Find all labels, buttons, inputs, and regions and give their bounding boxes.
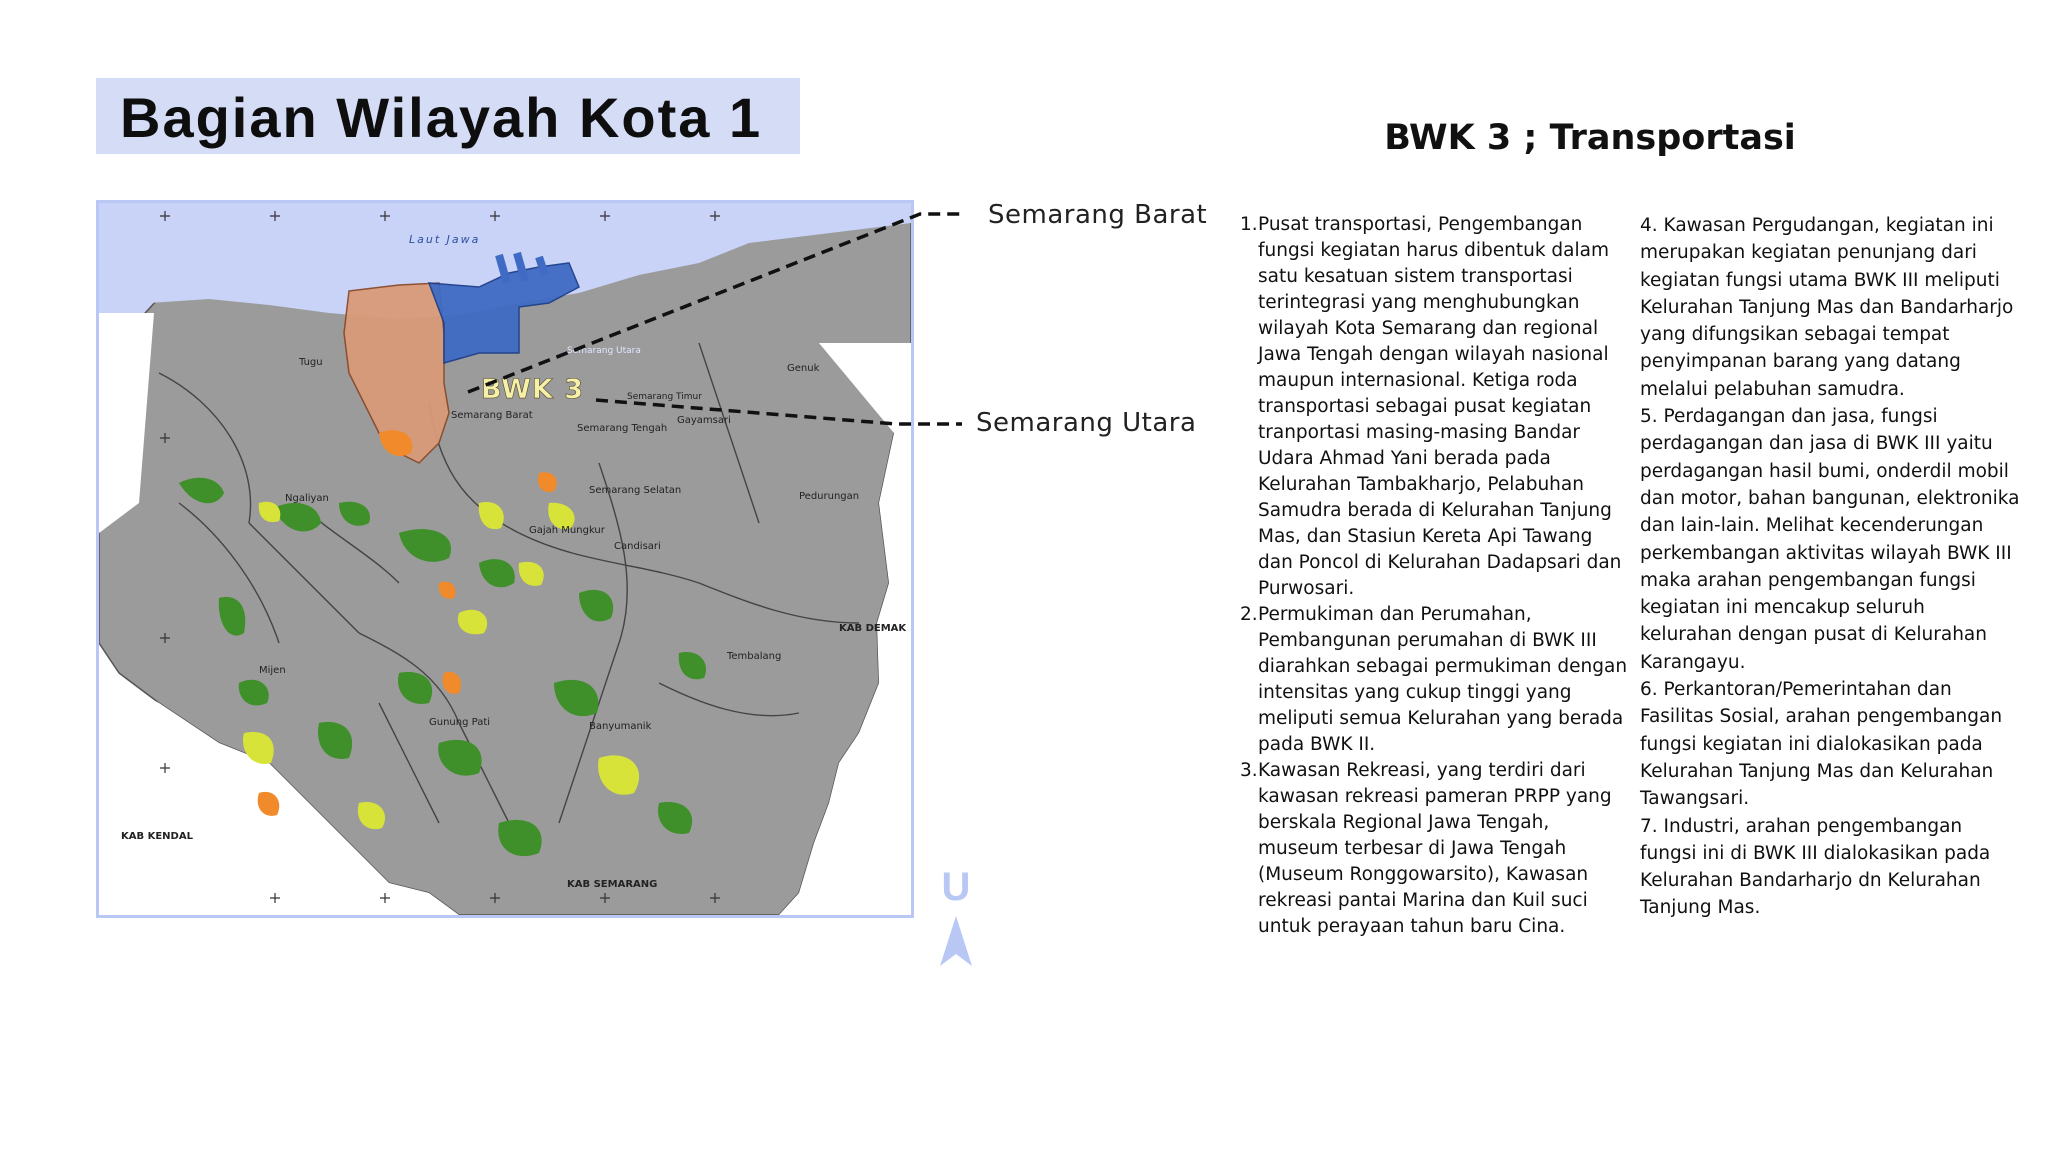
section-title: BWK 3 ; Transportasi xyxy=(1384,118,1796,158)
label-genuk: Genuk xyxy=(787,363,820,374)
label-candisari: Candisari xyxy=(614,541,661,552)
paragraph-perdagangan: 5. Perdagangan dan jasa, fungsi perdagangan dan jasa di BWK III yaitu perdagangan hasil bumi, onderdil mobil dan motor, bahan bangunan, elektronika dan lain-lain. Melihat kecenderungan perkembangan aktivitas wilayah BWK III maka arahan pengembangan fungsi kegiatan ini mencakup seluruh kelurahan dengan pusat di Kelurahan Karangayu. xyxy=(1640,406,2020,673)
label-kab-semarang: KAB SEMARANG xyxy=(567,879,658,890)
label-gayamsari: Gayamsari xyxy=(677,415,731,426)
label-gunung-pati: Gunung Pati xyxy=(429,717,491,728)
list-item xyxy=(1236,602,1628,758)
callout-semarang-barat: Semarang Barat xyxy=(988,200,1208,230)
right-text-column xyxy=(1640,212,2020,922)
label-kab-demak: KAB DEMAK xyxy=(839,623,907,634)
list-item-number: 3. xyxy=(1240,760,1258,781)
north-arrow xyxy=(934,862,978,966)
label-sea: Laut Jawa xyxy=(409,233,481,246)
list-item-text: Permukiman dan Perumahan, Pembangunan perumahan di BWK III diarahkan sebagai permukiman dengan intensitas yang cukup tinggi yang meliputi semua Kelurahan yang berada pada BWK II. xyxy=(1258,604,1628,755)
list-item-text: Pusat transportasi, Pengembangan fungsi kegiatan harus dibentuk dalam satu kesatuan sistem transportasi terintegrasi yang menghubungkan wilayah Kota Semarang dan regional Jawa Tengah dengan wilayah nasional maupun internasional. Ketiga roda transportasi sebagai pusat kegiatan tranportasi masing-masing Bandar Udara Ahmad Yani berada pada Kelurahan Tambakharjo, Pelabuhan Samudra berada di Kelurahan Tanjung Mas, dan Stasiun Kereta Api Tawang dan Poncol di Kelurahan Dadapsari dan Purwosari. xyxy=(1258,214,1622,599)
list-item-number: 2. xyxy=(1240,604,1258,625)
city-map[interactable] xyxy=(99,203,911,915)
label-semarang-utara: Semarang Utara xyxy=(567,346,641,356)
label-semarang-selatan: Semarang Selatan xyxy=(589,485,682,496)
paragraph-industri: 7. Industri, arahan pengembangan fungsi ini di BWK III dialokasikan pada Kelurahan Bandarharjo dn Kelurahan Tanjung Mas. xyxy=(1640,815,1991,919)
map-frame[interactable] xyxy=(96,200,914,918)
callout-semarang-utara: Semarang Utara xyxy=(976,408,1197,438)
label-ngaliyan: Ngaliyan xyxy=(285,493,329,504)
numbered-list xyxy=(1236,212,1628,940)
label-semarang-barat: Semarang Barat xyxy=(451,410,533,421)
label-mijen: Mijen xyxy=(259,665,286,676)
left-text-column xyxy=(1236,212,1628,940)
north-letter: U xyxy=(941,865,971,909)
label-semarang-tengah: Semarang Tengah xyxy=(577,423,668,434)
title-banner xyxy=(96,78,800,154)
list-item-text: Kawasan Rekreasi, yang terdiri dari kawasan rekreasi pameran PRPP yang berskala Regional Jawa Tengah, museum terbesar di Jawa Tengah (Museum Ronggowarsito), Kawasan rekreasi pantai Marina dan Kuil suci untuk perayaan tahun baru Cina. xyxy=(1258,760,1612,937)
paragraph-perkantoran: 6. Perkantoran/Pemerintahan dan Fasilitas Sosial, arahan pengembangan fungsi kegiatan ini dialokasikan pada Kelurahan Tanjung Mas dan Kelurahan Tawangsari. xyxy=(1640,679,2003,810)
north-arrow-icon xyxy=(940,916,972,966)
label-kab-kendal: KAB KENDAL xyxy=(121,831,193,842)
label-bwk3: BWK 3 xyxy=(481,374,584,405)
label-banyumanik: Banyumanik xyxy=(589,721,652,732)
label-pedurungan: Pedurungan xyxy=(799,491,860,502)
label-gajah-mungkur: Gajah Mungkur xyxy=(529,525,605,536)
label-tembalang: Tembalang xyxy=(727,651,782,662)
list-item-number: 1. xyxy=(1240,214,1258,235)
label-tugu: Tugu xyxy=(299,357,323,368)
list-item xyxy=(1236,758,1628,940)
label-semarang-timur: Semarang Timur xyxy=(627,392,702,402)
list-item xyxy=(1236,212,1628,602)
page-title: Bagian Wilayah Kota 1 xyxy=(120,86,763,149)
paragraph-pergudangan: 4. Kawasan Pergudangan, kegiatan ini merupakan kegiatan penunjang dari kegiatan fungsi utama BWK III meliputi Kelurahan Tanjung Mas dan Bandarharjo yang difungsikan sebagai tempat penyimpanan barang yang datang melalui pelabuhan samudra. xyxy=(1640,215,2014,400)
